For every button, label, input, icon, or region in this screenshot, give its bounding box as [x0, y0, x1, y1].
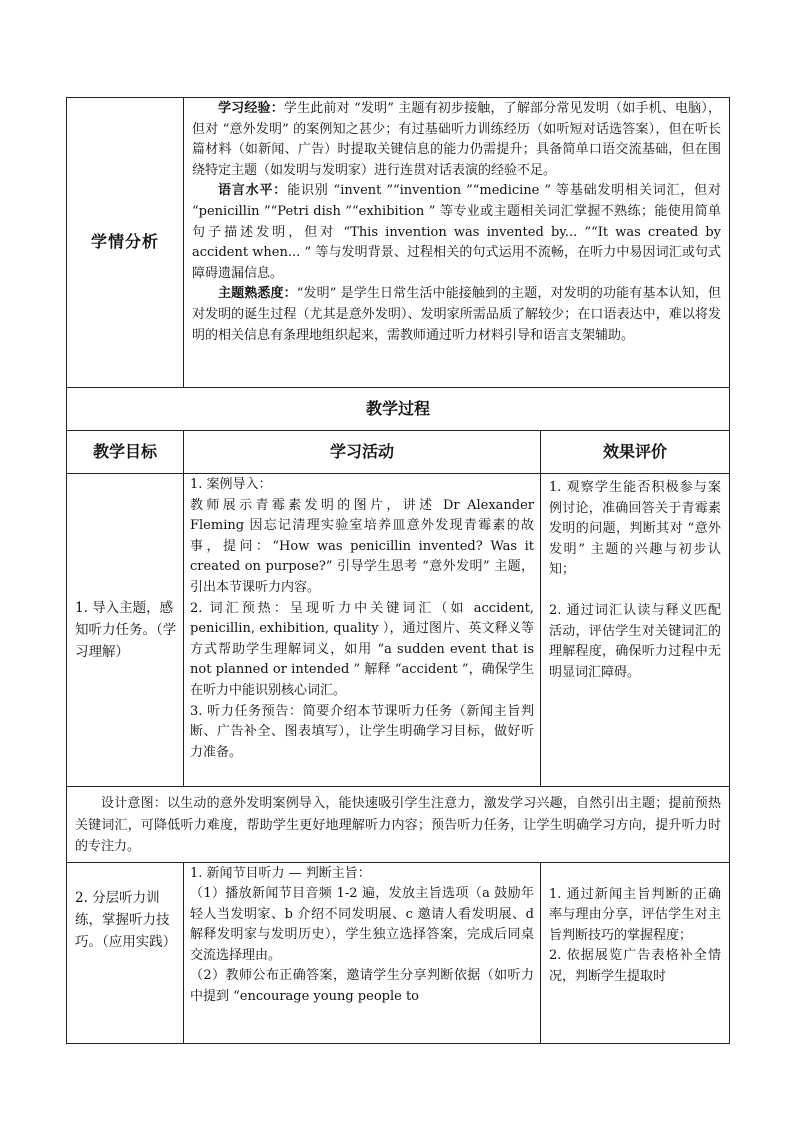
- header-goal: 教学目标: [67, 431, 184, 474]
- step2-activity-1: 1. 新闻节目听力 — 判断主旨：: [190, 865, 371, 881]
- step2-evaluation-2: 2. 依据展览广告表格补全情况，判断学生提取时: [549, 948, 721, 984]
- analysis-content: [184, 98, 730, 388]
- step1-activity-3: 2. 词汇预热：呈现听力中关键词汇（如 accident, penicillin, exhibition, quality ），通过图片、英文释义等方式帮助学生理解词义，如用 “a sudden event that is not planned or intended ” 解释 “accident ”，确保学生在听力中能识别核心词汇。: [190, 600, 534, 698]
- process-title: 教学过程: [67, 388, 730, 431]
- step1-evaluations: [541, 474, 730, 787]
- spacer: [549, 581, 721, 601]
- step1-activity-4: 3. 听力任务预告：简要介绍本节课听力任务（新闻主旨判断、广告补全、图表填写），让学生明确学习目标，做好听力准备。: [190, 703, 534, 760]
- lesson-plan-page: [66, 97, 729, 1044]
- language-paragraph: [192, 181, 721, 284]
- design-intent-row: [67, 787, 730, 863]
- lesson-plan-table: [66, 97, 730, 1044]
- design-intent-text: 设计意图：以生动的意外发明案例导入，能快速吸引学生注意力，激发学习兴趣，自然引出主题；提前预热关键词汇，可降低听力难度，帮助学生更好地理解听力内容；预告听力任务，让学生明确学习方向，提升听力时的专注力。: [75, 796, 721, 854]
- language-title: 语言水平：: [218, 183, 288, 199]
- experience-title: 学习经验：: [218, 101, 284, 116]
- step2-activity-2: （1）播放新闻节目音频 1-2 遍，发放主旨选项（a 鼓励年轻人当发明家、b 介绍不同发明展、c 邀请人看发明展、d 解释发明家与发明历史），学生独立选择答案，完成后同桌交流选择理由。: [190, 886, 534, 963]
- step1-row: [67, 474, 730, 787]
- step2-row: [67, 862, 730, 1043]
- step2-goal: 2. 分层听力训练，掌握听力技巧。（应用实践）: [67, 862, 184, 1043]
- familiarity-paragraph: [192, 284, 721, 346]
- step2-activities: [184, 862, 541, 1043]
- experience-text: 学生此前对 “发明” 主题有初步接触，了解部分常见发明（如手机、电脑），但对 “意外发明” 的案例知之甚少；有过基础听力训练经历（如听短对话选答案），但在听长篇材料（如新闻、广告）时提取关键信息的能力仍需提升；具备简单口语交流基础，但在围绕特定主题（如发明与发明家）进行连贯对话表演的经验不足。: [192, 101, 721, 178]
- step1-activity-2: 教师展示青霉素发明的图片，讲述 Dr Alexander Fleming 因忘记清理实验室培养皿意外发现青霉素的故事，提问：“How was penicillin invented? Was it created on purpose?” 引导学生思考 “意外发明” 主题，引出本节课听力内容。: [190, 497, 534, 595]
- familiarity-text: “发明” 是学生日常生活中能接触到的主题，对发明的功能有基本认知，但对发明的诞生过程（尤其是意外发明）、发明家所需品质了解较少；在口语表达中，难以将发明的相关信息有条理地组织起来，需教师通过听力材料引导和语言支架辅助。: [192, 286, 721, 343]
- step1-activity-1: 1. 案例导入：: [190, 477, 272, 492]
- header-activity: 学习活动: [184, 431, 541, 474]
- step1-activities: [184, 474, 541, 787]
- step2-evaluation-1: 1. 通过新闻主旨判断的正确率与理由分享，评估学生对主旨判断技巧的掌握程度；: [549, 886, 721, 943]
- design-intent-cell: [67, 787, 730, 863]
- experience-paragraph: [192, 99, 721, 181]
- step2-activity-3: （2）教师公布正确答案，邀请学生分享判断依据（如听力中提到 “encourage young people to: [190, 968, 534, 1005]
- familiarity-title: 主题熟悉度：: [218, 286, 297, 302]
- step1-evaluation-1: 1. 观察学生能否积极参与案例讨论，准确回答关于青霉素发明的问题，判断其对 “意外发明” 主题的兴趣与初步认知；: [549, 480, 721, 578]
- process-title-row: [67, 388, 730, 431]
- header-row: [67, 431, 730, 474]
- analysis-row: [67, 98, 730, 388]
- step1-evaluation-2: 2. 通过词汇认读与释义匹配活动，评估学生对关键词汇的理解程度，确保听力过程中无明显词汇障碍。: [549, 602, 721, 680]
- analysis-label: 学情分析: [67, 98, 184, 388]
- step2-evaluations: [541, 862, 730, 1043]
- step1-goal: 1. 导入主题，感知听力任务。（学习理解）: [67, 474, 184, 787]
- language-text: 能识别 “invent ”“invention ”“medicine ” 等基础发明相关词汇，但对 “penicillin ”“Petri dish ”“exhibition ” 等专业或主题相关词汇掌握不熟练；能使用简单句子描述发明，但对 “This invention was invented by... ”“It was created by accident when... ” 等与发明背景、过程相关的句式运用不流畅，在听力中易因词汇或句式障碍遗漏信息。: [192, 183, 721, 281]
- header-evaluation: 效果评价: [541, 431, 730, 474]
